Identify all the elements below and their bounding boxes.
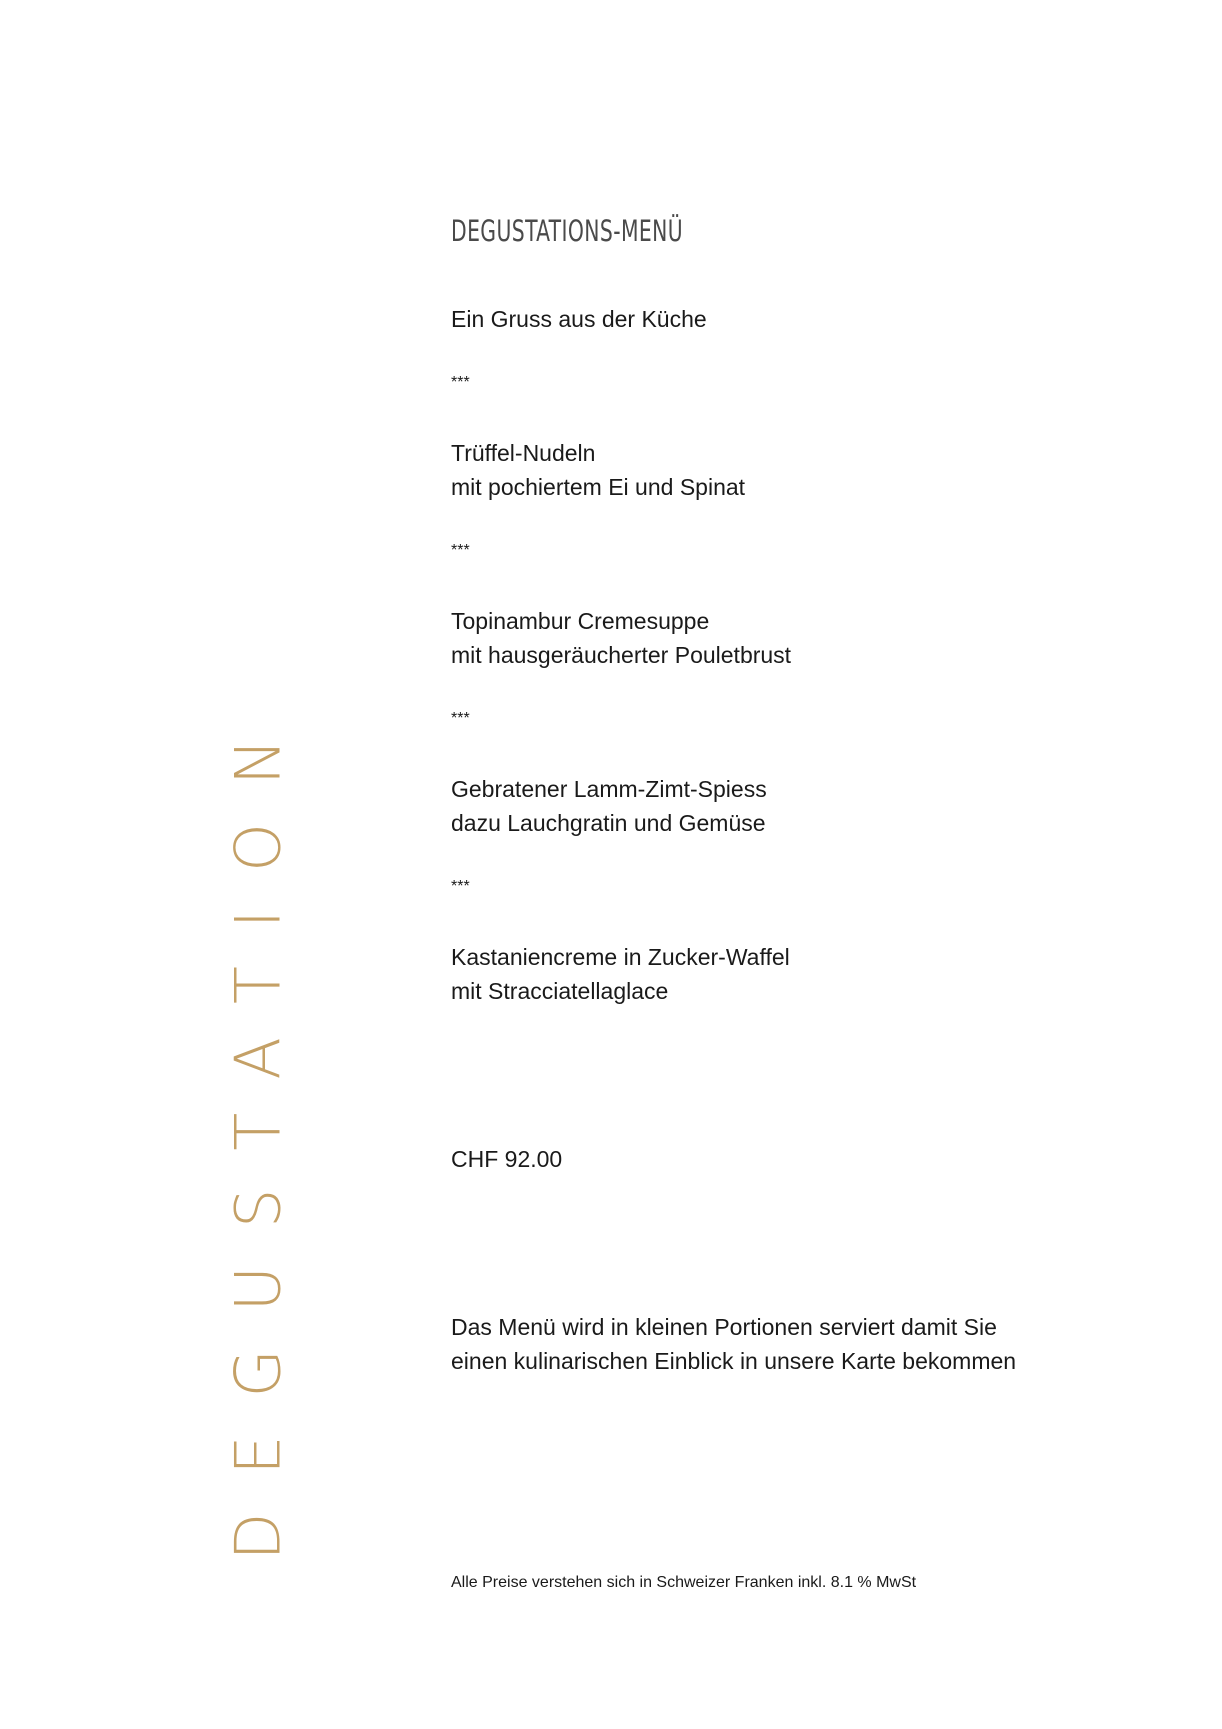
note-line-1: Das Menü wird in kleinen Portionen serviert damit Sie xyxy=(451,1314,997,1340)
footer-vat-note: Alle Preise verstehen sich in Schweizer Franken inkl. 8.1 % MwSt xyxy=(451,1574,917,1591)
side-title xyxy=(221,700,295,1560)
separator-4: *** xyxy=(451,878,470,895)
separator-1: *** xyxy=(451,374,470,391)
course-5-line-2: mit Stracciatellaglace xyxy=(451,978,669,1004)
separator-2: *** xyxy=(451,542,470,559)
side-title-text: DEGUSTATION xyxy=(221,700,295,1560)
course-5-line-1: Kastaniencreme in Zucker-Waffel xyxy=(451,944,790,970)
menu-heading: DEGUSTATIONS-MENÜ xyxy=(451,214,684,248)
note-line-2: einen kulinarischen Einblick in unsere Karte bekommen xyxy=(451,1348,1017,1374)
course-2-line-2: mit pochiertem Ei und Spinat xyxy=(451,474,746,500)
separator-3: *** xyxy=(451,710,470,727)
course-3-line-1: Topinambur Cremesuppe xyxy=(451,608,710,634)
course-4-line-2: dazu Lauchgratin und Gemüse xyxy=(451,810,766,836)
course-4-line-1: Gebratener Lamm-Zimt-Spiess xyxy=(451,776,767,802)
course-2-line-1: Trüffel-Nudeln xyxy=(451,440,596,466)
course-3-line-2: mit hausgeräucherter Pouletbrust xyxy=(451,642,792,668)
course-1-line-1: Ein Gruss aus der Küche xyxy=(451,306,707,332)
price: CHF 92.00 xyxy=(451,1146,563,1172)
